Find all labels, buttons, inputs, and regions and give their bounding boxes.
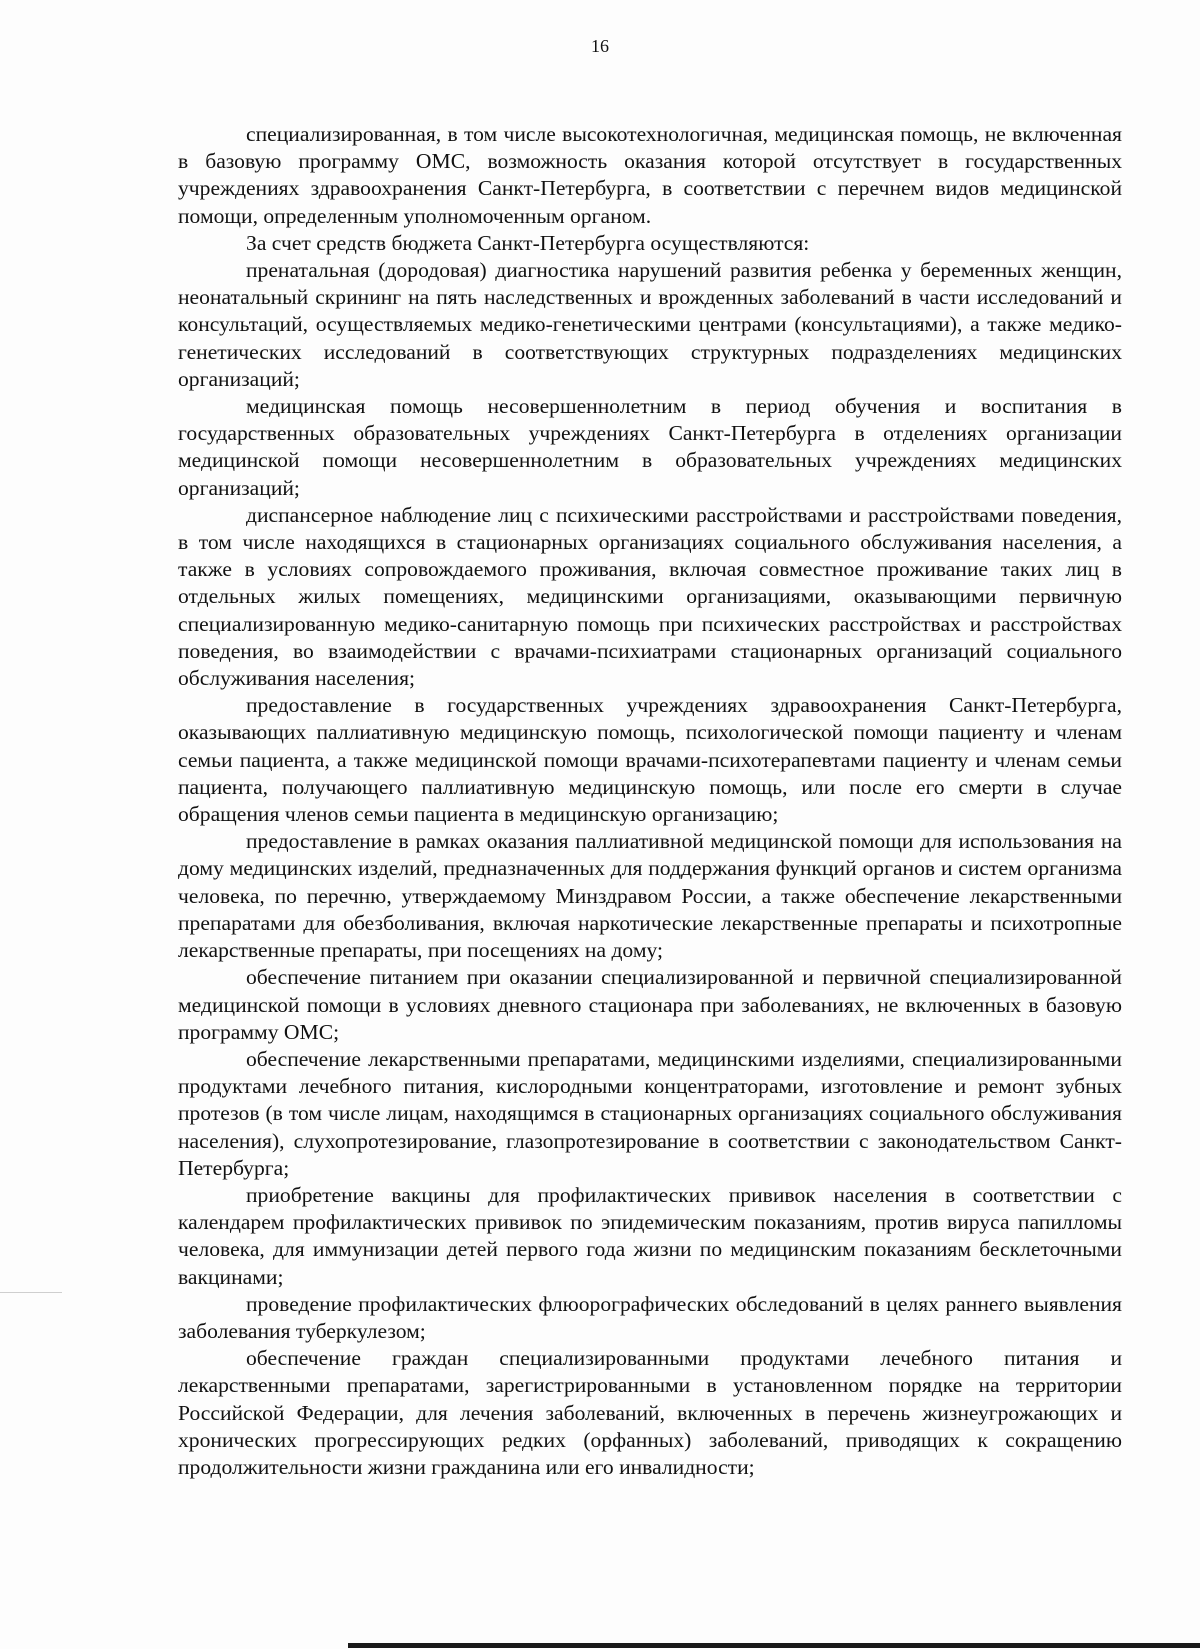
paragraph: предоставление в рамках оказания паллиативной медицинской помощи для использования на дому медицинских изделий, предназначенных для поддержания функций органов и систем организма человека, по перечню, утверждаемому Минздравом России, а также обеспечение лекарственными препаратами для обезболивания, включая наркотические лекарственные препараты и психотропные лекарственные препараты, при посещениях на дому; bbox=[178, 829, 1122, 963]
paragraph: обеспечение граждан специализированными продуктами лечебного питания и лекарственными препаратами, зарегистрированными в установленном порядке на территории Российской Федерации, для лечения заболеваний, включенных в перечень жизнеугрожающих и хронических прогрессирующих редких (орфанных) заболеваний, приводящих к сокращению продолжительности жизни гражданина или его инвалидности; bbox=[178, 1346, 1122, 1479]
paragraph: проведение профилактических флюорографических обследований в целях раннего выявления заболевания туберкулезом; bbox=[178, 1291, 1122, 1343]
document-body bbox=[178, 121, 1122, 1481]
paragraph: специализированная, в том числе высокотехнологичная, медицинская помощь, не включенная в базовую программу ОМС, возможность оказания которой отсутствует в государственных учреждениях здравоохранения Санкт-Петербурга, в соответствии с перечнем видов медицинской помощи, определенным уполномоченным органом. bbox=[178, 122, 1122, 228]
paragraph: За счет средств бюджета Санкт-Петербурга осуществляются: bbox=[246, 230, 810, 255]
paragraph: диспансерное наблюдение лиц с психическими расстройствами и расстройствами поведения, в том числе находящихся в стационарных организациях социального обслуживания населения, а также в условиях сопровождаемого проживания, включая совместное проживание таких лиц в отдельных жилых помещениях, медицинскими организациями, оказывающими первичную специализированную медико-санитарную помощь при психических расстройствах и расстройствах поведения, во взаимодействии с врачами-психиатрами стационарных организаций социального обслуживания населения; bbox=[178, 502, 1122, 691]
paragraph: приобретение вакцины для профилактических прививок населения в соответствии с календарем профилактических прививок по эпидемическим показаниям, против вируса папилломы человека, для иммунизации детей первого года жизни по медицинским показаниям бесклеточными вакцинами; bbox=[178, 1182, 1122, 1289]
paragraph: медицинская помощь несовершеннолетним в период обучения и воспитания в государственных образовательных учреждениях Санкт-Петербурга в отделениях организации медицинской помощи несовершеннолетним в образовательных учреждениях медицинских организаций; bbox=[178, 394, 1122, 500]
paragraph: предоставление в государственных учреждениях здравоохранения Санкт-Петербурга, оказывающих паллиативную медицинскую помощь, психологической помощи пациенту и членам семьи пациента, а также медицинской помощи врачами-психотерапевтами пациенту и членам семьи пациента, получающего паллиативную медицинскую помощь, или после его смерти в случае обращения членов семьи пациента в медицинскую организацию; bbox=[178, 693, 1122, 827]
bottom-rule-line bbox=[348, 1643, 1200, 1648]
paragraph: обеспечение лекарственными препаратами, медицинскими изделиями, специализированными продуктами лечебного питания, кислородными концентраторами, изготовление и ремонт зубных протезов (в том числе лицам, находящимся в стационарных организациях социального обслуживания населения), слухопротезирование, глазопротезирование в соответствии с законодательством Санкт-Петербурга; bbox=[178, 1046, 1122, 1180]
paragraph: обеспечение питанием при оказании специализированной и первичной специализированной медицинской помощи в условиях дневного стационара при заболеваниях, не включенных в базовую программу ОМС; bbox=[178, 965, 1122, 1044]
scan-mark-line bbox=[0, 1292, 62, 1293]
page-number: 16 bbox=[591, 36, 609, 56]
paragraph: пренатальная (дородовая) диагностика нарушений развития ребенка у беременных женщин, неонатальный скрининг на пять наследственных и врожденных заболеваний в части исследований и консультаций, осуществляемых медико-генетическими центрами (консультациями), а также медико-генетических исследований в соответствующих структурных подразделениях медицинских организаций; bbox=[178, 258, 1122, 391]
